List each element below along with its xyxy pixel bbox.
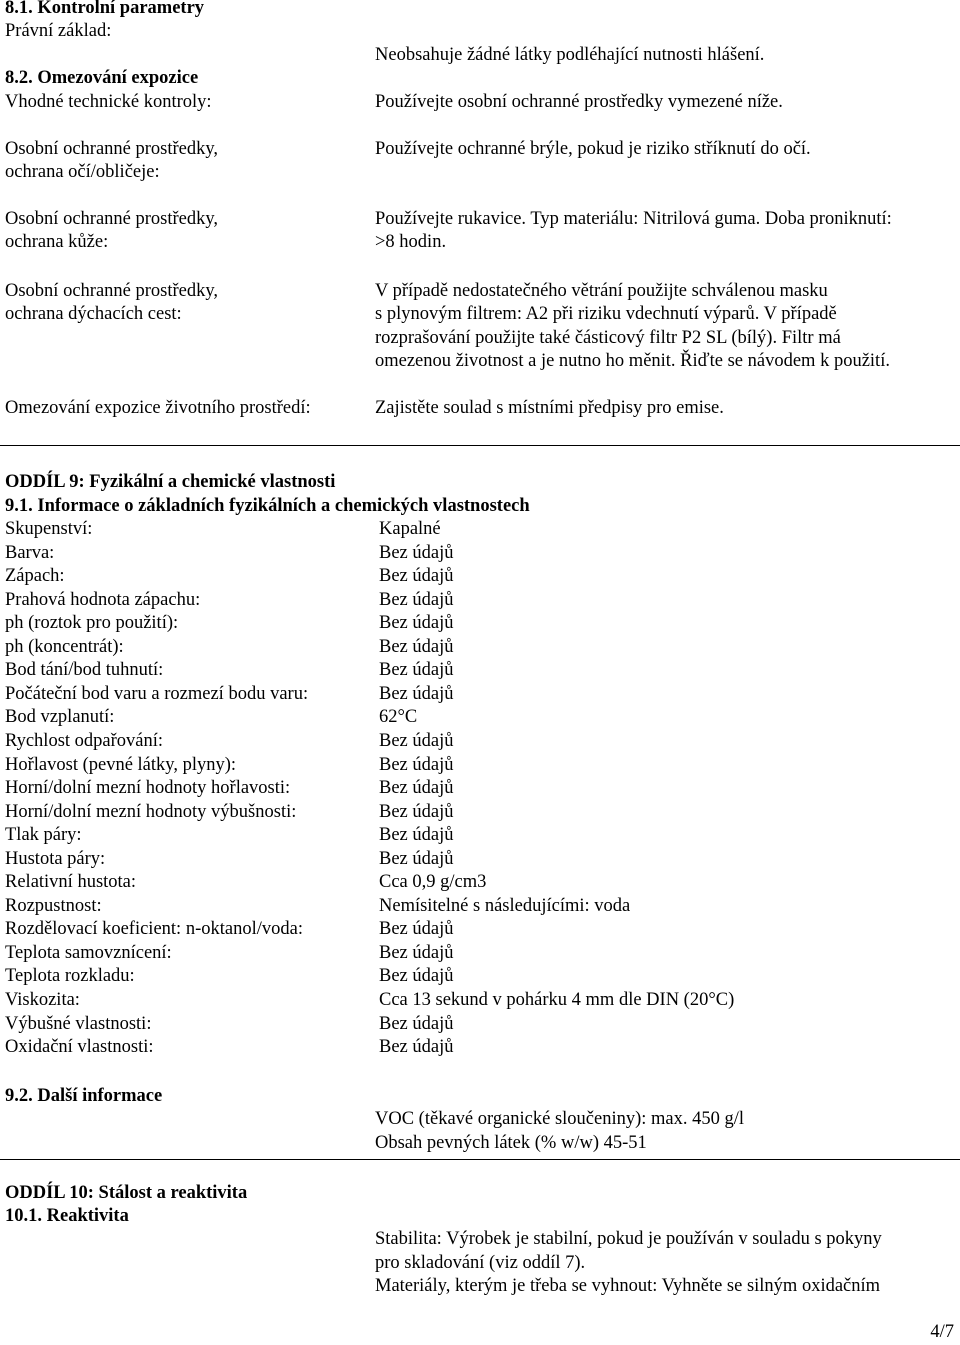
legal-basis-label: Právní základ: [5,21,112,41]
property-label: Bod tání/bod tuhnutí: [5,660,164,680]
stability-text: Stabilita: Výrobek je stabilní, pokud je používán v souladu s pokyny [375,1229,882,1249]
property-value: Bez údajů [379,1037,454,1057]
property-value: Nemísitelné s následujícími: voda [379,896,631,916]
property-label: Rozdělovací koeficient: n-oktanol/voda: [5,919,303,939]
eye-protection-label: Osobní ochranné prostředky, [5,139,219,159]
page-number: 4/7 [930,1322,954,1342]
respiratory-protection-value-3: rozprašování použijte také částicový filtr P2 SL (bílý). Filtr má [375,328,841,348]
respiratory-protection-value-4: omezenou životnost a je nutno ho měnit. Řiďte se návodem k použití. [375,351,890,371]
property-value: Bez údajů [379,802,454,822]
property-value: Cca 0,9 g/cm3 [379,872,487,892]
property-label: Tlak páry: [5,825,82,845]
property-value: Bez údajů [379,755,454,775]
property-label: Teplota rozkladu: [5,966,135,986]
property-value: Bez údajů [379,1014,454,1034]
controls-label: Vhodné technické kontroly: [5,92,212,112]
property-label: Rychlost odpařování: [5,731,164,751]
environment-exposure-label: Omezování expozice životního prostředí: [5,398,311,418]
respiratory-protection-label: Osobní ochranné prostředky, [5,281,219,301]
property-label: Horní/dolní mezní hodnoty výbušnosti: [5,802,297,822]
property-label: Počáteční bod varu a rozmezí bodu varu: [5,684,309,704]
property-label: Barva: [5,543,55,563]
property-label: Skupenství: [5,519,93,539]
property-value: 62°C [379,707,418,727]
property-value: Bez údajů [379,637,454,657]
solids-content-value: Obsah pevných látek (% w/w) 45-51 [375,1133,647,1153]
property-value: Bez údajů [379,943,454,963]
property-value: Cca 13 sekund v pohárku 4 mm dle DIN (20°C) [379,990,735,1010]
respiratory-protection-value-2: s plynovým filtrem: A2 při riziku vdechnutí výparů. V případě [375,304,837,324]
property-label: Hořlavost (pevné látky, plyny): [5,755,237,775]
respiratory-protection-value: V případě nedostatečného větrání použijte schválenou masku [375,281,828,301]
eye-protection-label-2: ochrana očí/obličeje: [5,162,160,182]
property-label: Oxidační vlastnosti: [5,1037,154,1057]
section-9-1-heading: 9.1. Informace o základních fyzikálních a chemických vlastnostech [5,496,530,516]
section-9-2-heading: 9.2. Další informace [5,1086,163,1106]
property-label: Rozpustnost: [5,896,102,916]
section-9-heading: ODDÍL 9: Fyzikální a chemické vlastnosti [5,472,336,492]
property-value: Bez údajů [379,590,454,610]
property-value: Bez údajů [379,919,454,939]
skin-protection-value: Používejte rukavice. Typ materiálu: Nitrilová guma. Doba proniknutí: [375,209,892,229]
property-value: Bez údajů [379,566,454,586]
eye-protection-value: Používejte ochranné brýle, pokud je riziko stříknutí do očí. [375,139,811,159]
property-value: Bez údajů [379,543,454,563]
property-label: Horní/dolní mezní hodnoty hořlavosti: [5,778,291,798]
property-label: Relativní hustota: [5,872,137,892]
property-label: ph (koncentrát): [5,637,124,657]
skin-protection-label: Osobní ochranné prostředky, [5,209,219,229]
controls-value: Používejte osobní ochranné prostředky vymezené níže. [375,92,783,112]
section-divider [0,1159,960,1160]
property-value: Bez údajů [379,660,454,680]
property-label: Prahová hodnota zápachu: [5,590,201,610]
property-label: Hustota páry: [5,849,106,869]
skin-protection-value-2: >8 hodin. [375,232,447,252]
property-label: Teplota samovznícení: [5,943,172,963]
property-label: Zápach: [5,566,65,586]
section-divider [0,445,960,446]
stability-text-2: pro skladování (viz oddíl 7). [375,1253,586,1273]
property-value: Bez údajů [379,825,454,845]
property-value: Bez údajů [379,966,454,986]
section-8-1-heading: 8.1. Kontrolní parametry [5,0,205,18]
section-10-heading: ODDÍL 10: Stálost a reaktivita [5,1183,248,1203]
property-label: Bod vzplanutí: [5,707,115,727]
legal-basis-value: Neobsahuje žádné látky podléhající nutnosti hlášení. [375,45,765,65]
property-label: Viskozita: [5,990,80,1010]
property-label: ph (roztok pro použití): [5,613,179,633]
section-8-2-heading: 8.2. Omezování expozice [5,68,199,88]
property-value: Bez údajů [379,731,454,751]
property-value: Bez údajů [379,849,454,869]
property-label: Výbušné vlastnosti: [5,1014,152,1034]
property-value: Bez údajů [379,778,454,798]
property-value: Bez údajů [379,613,454,633]
voc-value: VOC (těkavé organické sloučeniny): max. 450 g/l [375,1109,745,1129]
environment-exposure-value: Zajistěte soulad s místními předpisy pro emise. [375,398,724,418]
property-value: Kapalné [379,519,441,539]
materials-to-avoid: Materiály, kterým je třeba se vyhnout: Vyhněte se silným oxidačním [375,1276,881,1296]
skin-protection-label-2: ochrana kůže: [5,232,109,252]
property-value: Bez údajů [379,684,454,704]
respiratory-protection-label-2: ochrana dýchacích cest: [5,304,182,324]
section-10-1-heading: 10.1. Reaktivita [5,1206,129,1226]
